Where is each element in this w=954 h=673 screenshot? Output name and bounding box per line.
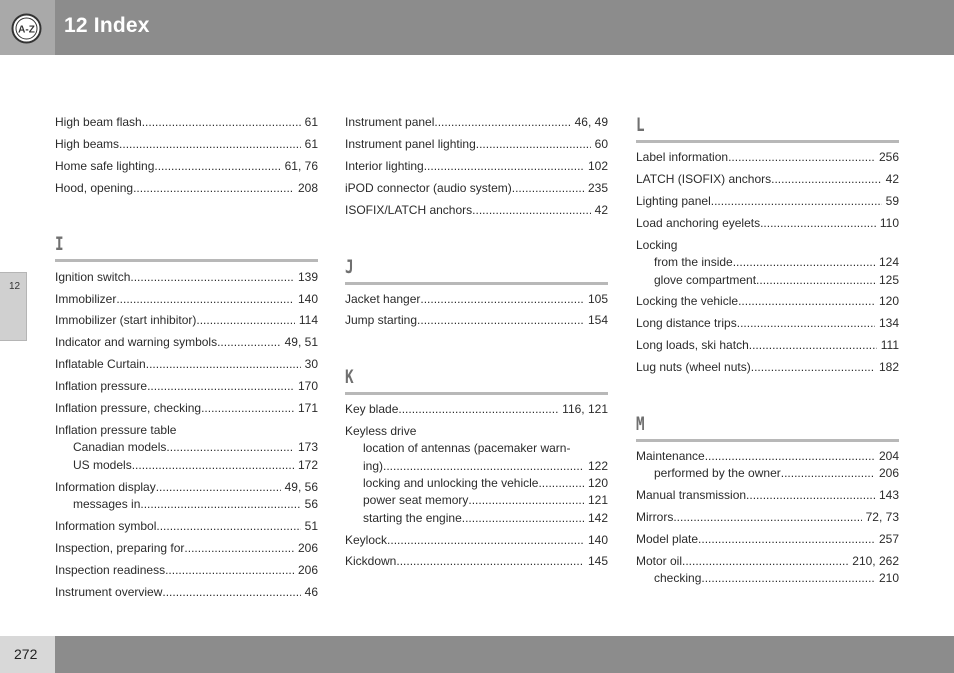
index-subentry[interactable]: from the inside ..... 124 — [654, 255, 899, 269]
index-heading-entry: Locking — [636, 238, 678, 252]
index-entry[interactable]: Interior lighting ..... 102 — [345, 159, 608, 173]
index-entry[interactable]: Key blade ..... 116, 121 — [345, 402, 608, 416]
section-letter-j: J — [345, 256, 354, 278]
index-entry[interactable]: Load anchoring eyelets ..... 110 — [636, 216, 899, 230]
index-subentry[interactable]: locking and unlocking the vehicle ..... 120 — [363, 476, 608, 490]
page-number: 272 — [14, 646, 38, 662]
index-entry[interactable]: iPOD connector (audio system) ..... 235 — [345, 181, 608, 195]
a-z-index-icon — [11, 13, 42, 44]
chapter-side-tab-label: 12 — [9, 281, 21, 292]
index-entry[interactable]: Motor oil ..... 210, 262 — [636, 554, 899, 568]
index-entry[interactable]: Manual transmission ..... 143 — [636, 488, 899, 502]
index-entry[interactable]: Immobilizer (start inhibitor) ..... 114 — [55, 313, 318, 327]
chapter-header — [0, 0, 954, 55]
index-entry[interactable]: Information display ..... 49, 56 — [55, 480, 318, 494]
index-entry[interactable]: Immobilizer ..... 140 — [55, 292, 318, 306]
index-entry[interactable]: Ignition switch ..... 139 — [55, 270, 318, 284]
section-divider — [55, 259, 318, 262]
index-entry[interactable]: Jacket hanger ..... 105 — [345, 292, 608, 306]
index-entry[interactable]: Inflatable Curtain ..... 30 — [55, 357, 318, 371]
index-entry[interactable]: Indicator and warning symbols ..... 49, 51 — [55, 335, 318, 349]
index-entry[interactable]: High beam flash ..... 61 — [55, 115, 318, 129]
index-icon-box — [0, 0, 55, 55]
index-entry[interactable]: Inspection readiness ..... 206 — [55, 563, 318, 577]
index-entry[interactable]: High beams ..... 61 — [55, 137, 318, 151]
index-heading-entry: Keyless drive — [345, 424, 417, 438]
index-entry[interactable]: Keylock ..... 140 — [345, 533, 608, 547]
index-entry[interactable]: Hood, opening ..... 208 — [55, 181, 318, 195]
index-entry[interactable]: Locking the vehicle ..... 120 — [636, 294, 899, 308]
index-entry[interactable]: Inflation pressure, checking ..... 171 — [55, 401, 318, 415]
index-subentry[interactable]: power seat memory ..... 121 — [363, 493, 608, 507]
section-letter-m: M — [636, 413, 645, 435]
index-entry[interactable]: Model plate ..... 257 — [636, 532, 899, 546]
index-heading-entry: Inflation pressure table — [55, 423, 177, 437]
section-letter-l: L — [636, 114, 645, 136]
index-entry[interactable]: Label information ..... 256 — [636, 150, 899, 164]
section-letter-k: K — [345, 366, 354, 388]
index-subentry-text: location of antennas (pacemaker warn- — [363, 441, 571, 455]
index-entry[interactable]: Inflation pressure ..... 170 — [55, 379, 318, 393]
section-divider — [345, 392, 608, 395]
section-divider — [636, 140, 899, 143]
index-entry[interactable]: Long loads, ski hatch ..... 111 — [636, 338, 899, 352]
index-entry[interactable]: Instrument panel lighting ..... 60 — [345, 137, 608, 151]
index-entry[interactable]: Lighting panel ..... 59 — [636, 194, 899, 208]
section-letter-i: I — [55, 233, 64, 255]
page-footer — [0, 636, 954, 673]
index-subentry[interactable]: glove compartment ..... 125 — [654, 273, 899, 287]
index-entry[interactable]: ISOFIX/LATCH anchors ..... 42 — [345, 203, 608, 217]
index-entry[interactable]: Maintenance ..... 204 — [636, 449, 899, 463]
index-entry[interactable]: Kickdown ..... 145 — [345, 554, 608, 568]
index-subentry[interactable]: checking ..... 210 — [654, 571, 899, 585]
index-subentry[interactable]: ing) ..... 122 — [363, 459, 608, 473]
index-subentry[interactable]: starting the engine ..... 142 — [363, 511, 608, 525]
index-entry[interactable]: Information symbol ..... 51 — [55, 519, 318, 533]
chapter-side-tab[interactable] — [0, 272, 27, 341]
index-subentry[interactable]: messages in ..... 56 — [73, 497, 318, 511]
index-entry[interactable]: Lug nuts (wheel nuts) ..... 182 — [636, 360, 899, 374]
section-divider — [636, 439, 899, 442]
index-entry[interactable]: Long distance trips ..... 134 — [636, 316, 899, 330]
index-subentry[interactable]: Canadian models ..... 173 — [73, 440, 318, 454]
section-divider — [345, 282, 608, 285]
chapter-title: 12 Index — [64, 14, 150, 37]
index-entry[interactable]: LATCH (ISOFIX) anchors ..... 42 — [636, 172, 899, 186]
index-entry[interactable]: Inspection, preparing for ..... 206 — [55, 541, 318, 555]
index-subentry[interactable]: performed by the owner ..... 206 — [654, 466, 899, 480]
index-entry[interactable]: Mirrors ..... 72, 73 — [636, 510, 899, 524]
index-entry[interactable]: Instrument overview ..... 46 — [55, 585, 318, 599]
index-subentry[interactable]: US models ..... 172 — [73, 458, 318, 472]
index-entry[interactable]: Jump starting ..... 154 — [345, 313, 608, 327]
a-z-icon-text: A-Z — [18, 24, 35, 36]
index-entry[interactable]: Instrument panel ..... 46, 49 — [345, 115, 608, 129]
index-entry[interactable]: Home safe lighting ..... 61, 76 — [55, 159, 318, 173]
page-number-box — [0, 636, 55, 673]
